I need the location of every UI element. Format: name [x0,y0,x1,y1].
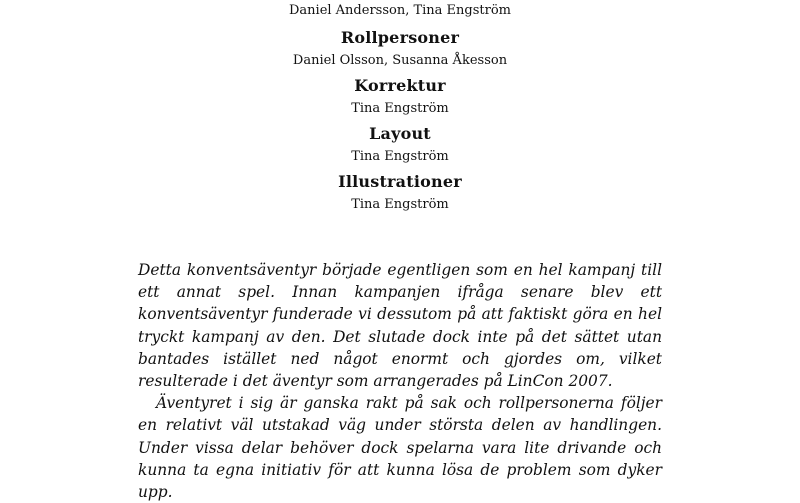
credit-block-layout [0,123,800,166]
credit-heading: Korrektur [354,76,446,95]
credit-block-rollpersoner [0,27,800,70]
paragraph: Detta konventsäventyr började egentligen som en hel kampanj till ett annat spel. Innan kampanjen ifråga senare blev ett konventsäventyr funderade vi dessutom på att faktiskt göra en hel tryckt kampanj av den. Det slutade dock inte på det sättet utan bantades istället ned något enormt och gjordes om, vilket resulterade i det äventyr som arrangerades på LinCon 2007. [138,261,662,391]
intro-text [138,259,662,503]
credit-names: Daniel Olsson, Susanna Åkesson [292,53,508,68]
credit-names-authors: Daniel Andersson, Tina Engström [288,3,511,18]
credit-names: Tina Engström [351,101,449,116]
paragraph: Äventyret i sig är ganska rakt på sak och rollpersonerna följer en relativt väl utstakad väg under största delen av handlingen. Under vissa delar behöver dock spelarna vara lite drivande och kunna ta egna initiativ för att kunna lösa de problem som dyker upp. [138,394,662,502]
credit-heading: Illustrationer [338,172,462,191]
credit-names: Tina Engström [351,197,449,212]
credit-names: Tina Engström [351,149,449,164]
credit-block-korrektur [0,75,800,118]
credit-block-illustrationer [0,171,800,214]
credit-heading: Layout [369,124,431,143]
credit-heading: Rollpersoner [340,28,460,47]
